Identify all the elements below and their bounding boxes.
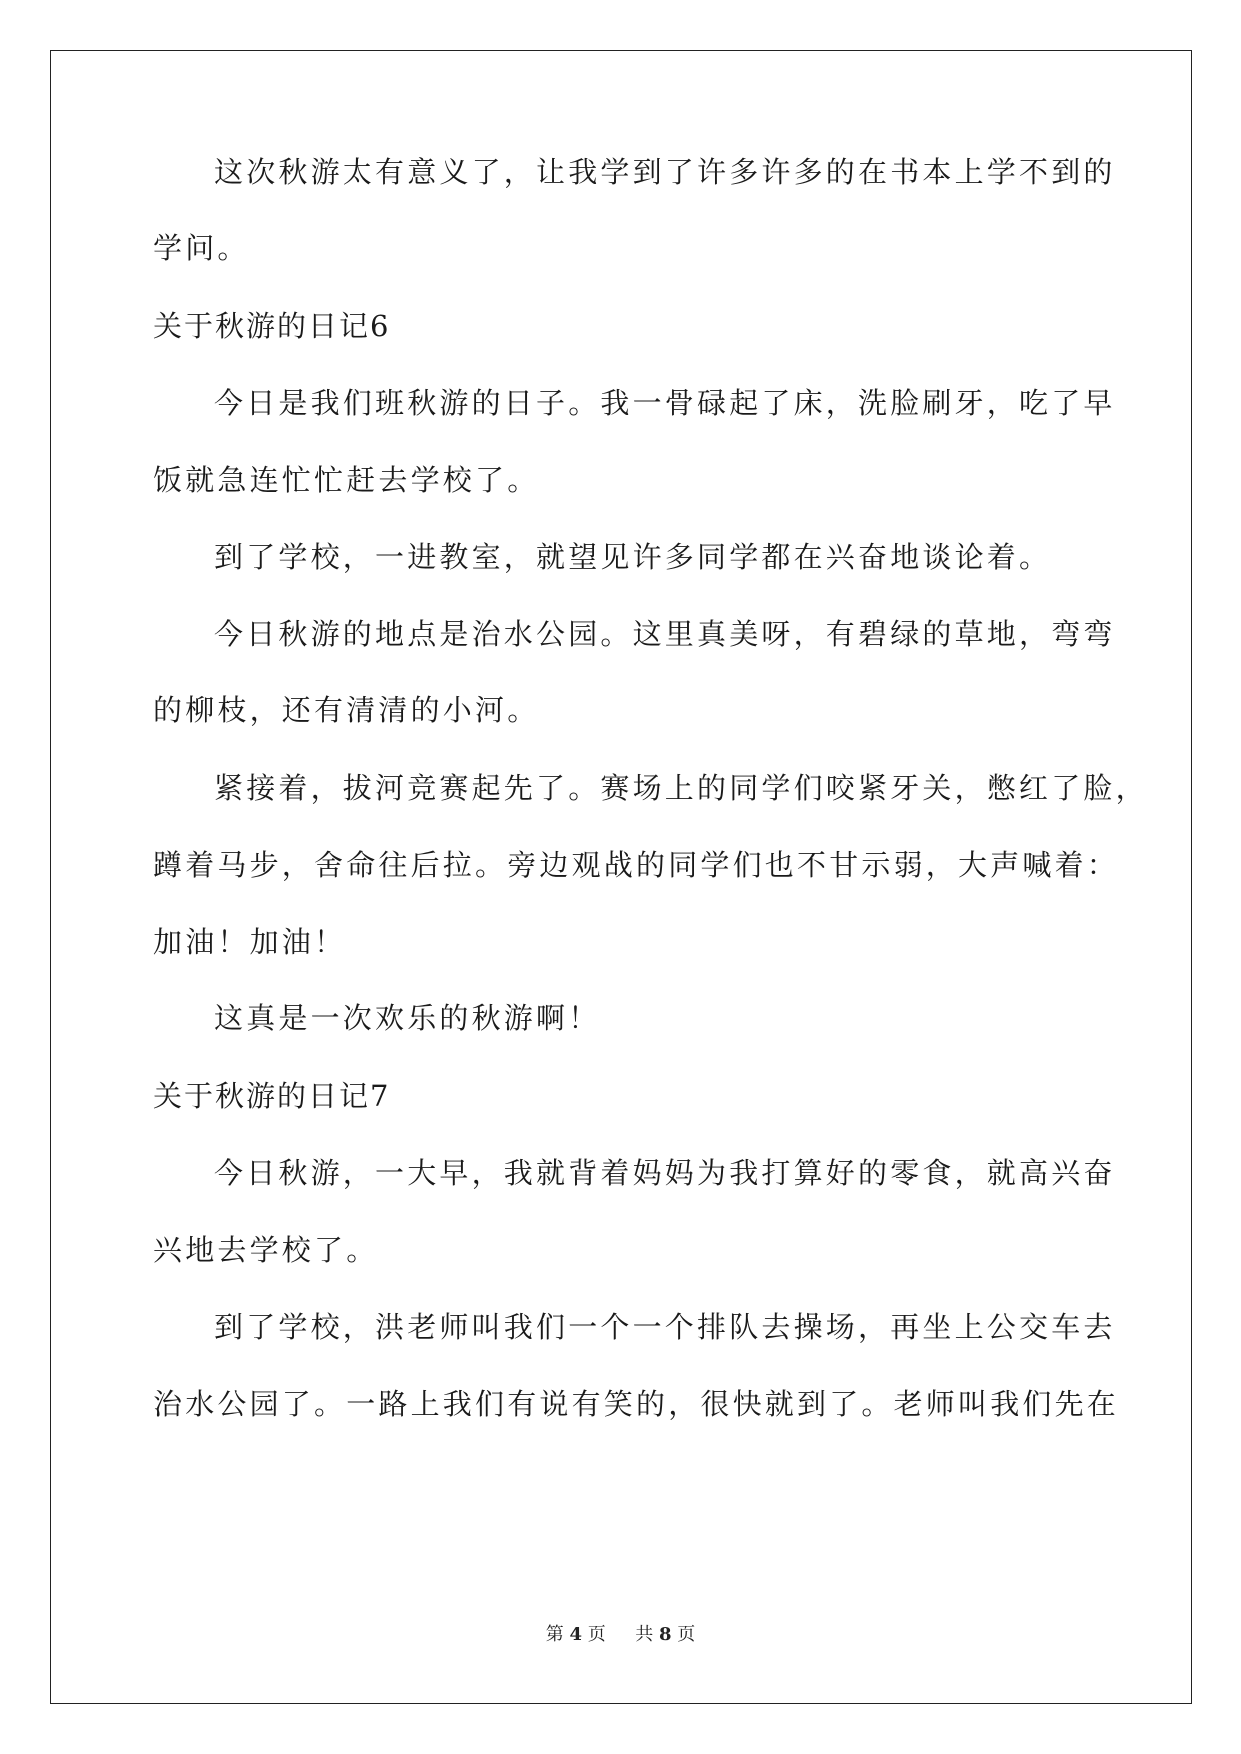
paragraph-line: 到了学校，洪老师叫我们一个一个排队去操场，再坐上公交车去 bbox=[214, 1310, 1116, 1344]
section-heading: 关于秋游的日记7 bbox=[153, 1079, 391, 1113]
footer-total-prefix: 共 bbox=[635, 1624, 654, 1645]
paragraph-line: 加油！加油！ bbox=[153, 925, 347, 959]
paragraph-line: 的柳枝，还有清清的小河。 bbox=[153, 693, 540, 727]
page-footer bbox=[0, 1620, 1241, 1646]
paragraph-line: 兴地去学校了。 bbox=[153, 1233, 379, 1267]
paragraph-line: 饭就急连忙忙赶去学校了。 bbox=[153, 463, 540, 497]
paragraph-line: 学问。 bbox=[153, 231, 250, 265]
paragraph-line: 紧接着，拔河竞赛起先了。赛场上的同学们咬紧牙关，憋红了脸， bbox=[214, 771, 1148, 805]
paragraph-line: 今日秋游的地点是治水公园。这里真美呀，有碧绿的草地，弯弯 bbox=[214, 617, 1116, 651]
footer-total-suffix: 页 bbox=[677, 1624, 696, 1645]
paragraph-line: 今日秋游，一大早，我就背着妈妈为我打算好的零食，就高兴奋 bbox=[214, 1156, 1116, 1190]
footer-prefix: 第 bbox=[545, 1624, 564, 1645]
paragraph-line: 这次秋游太有意义了，让我学到了许多许多的在书本上学不到的 bbox=[214, 155, 1116, 189]
paragraph-line: 今日是我们班秋游的日子。我一骨碌起了床，洗脸刷牙，吃了早 bbox=[214, 386, 1116, 420]
paragraph-line: 到了学校，一进教室，就望见许多同学都在兴奋地谈论着。 bbox=[214, 540, 1052, 574]
section-heading: 关于秋游的日记6 bbox=[153, 309, 391, 343]
paragraph-line: 蹲着马步，舍命往后拉。旁边观战的同学们也不甘示弱，大声喊着： bbox=[153, 848, 1120, 882]
paragraph-line: 治水公园了。一路上我们有说有笑的，很快就到了。老师叫我们先在 bbox=[153, 1387, 1120, 1421]
paragraph-line: 这真是一次欢乐的秋游啊！ bbox=[214, 1001, 601, 1035]
current-page-number: 4 bbox=[569, 1624, 583, 1645]
total-page-count: 8 bbox=[658, 1624, 672, 1645]
footer-page-suffix: 页 bbox=[587, 1624, 606, 1645]
